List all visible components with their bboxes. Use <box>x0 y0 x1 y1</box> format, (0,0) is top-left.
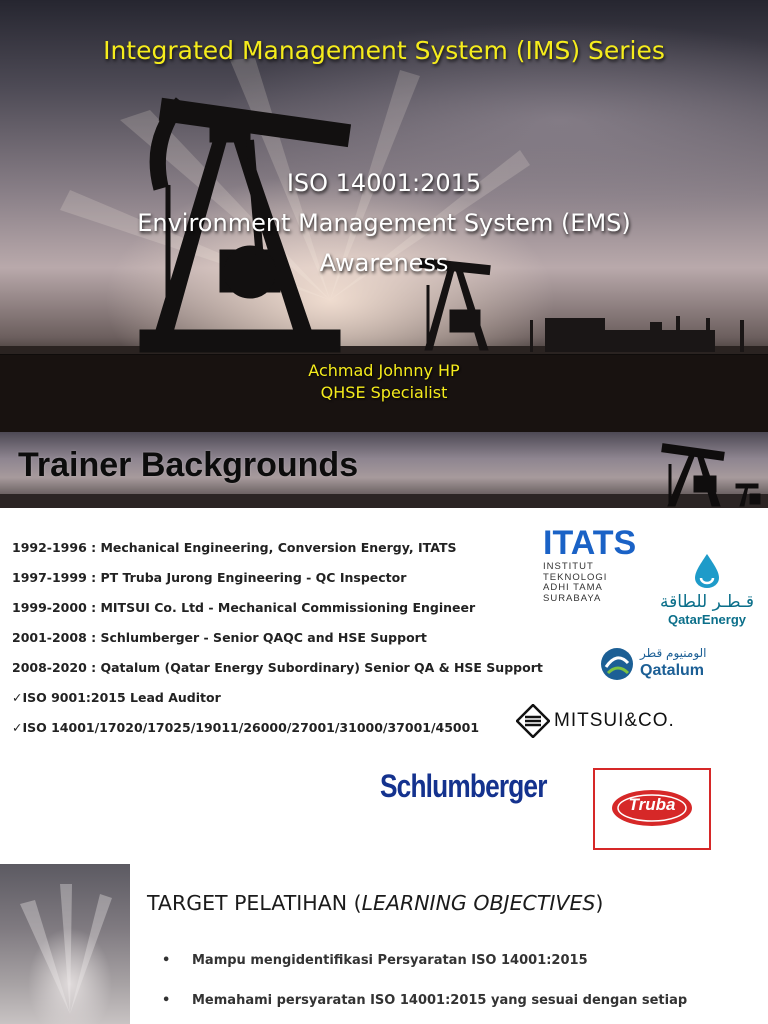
qatalum-text: Qatalum <box>640 662 705 679</box>
schlumberger-logo: Schlumberger <box>380 768 547 804</box>
mitsui-logo <box>516 704 676 740</box>
list-item: ✓ISO 9001:2015 Lead Auditor <box>12 690 221 705</box>
qatarenergy-logo <box>655 552 759 627</box>
side-photo <box>0 864 130 1024</box>
mitsui-text: MITSUI&CO. <box>554 710 675 731</box>
itats-logo <box>543 526 636 604</box>
qatalum-emblem-icon <box>600 647 634 681</box>
list-item <box>162 990 687 1024</box>
list-item: 2001-2008 : Schlumberger - Senior QAQC and HSE Support <box>12 630 427 645</box>
trainer-history-list <box>12 538 552 748</box>
slide-title <box>147 891 603 915</box>
series-title: Integrated Management System (IMS) Series <box>103 36 665 65</box>
water-drop-icon <box>655 552 759 588</box>
list-item: ✓ISO 14001/17020/17025/19011/26000/27001/31000/37001/45001 <box>12 720 480 735</box>
trainer-backgrounds-slide <box>0 432 768 864</box>
learning-objectives-slide <box>0 864 768 1024</box>
main-title-line-2: Environment Management System (EMS) <box>137 209 631 237</box>
title-slide <box>0 0 768 432</box>
itats-logo-subtitle <box>543 562 636 604</box>
list-item: 2008-2020 : Qatalum (Qatar Energy Subordinary) Senior QA & HSE Support <box>12 660 543 675</box>
main-title-line-1: ISO 14001:2015 <box>286 169 482 197</box>
title-plain: TARGET PELATIHAN ( <box>147 891 362 915</box>
title-close: ) <box>595 891 604 915</box>
itats-sub-line: TEKNOLOGI <box>543 571 608 583</box>
bullet-icon: • <box>162 993 171 1008</box>
title-italic: LEARNING OBJECTIVES <box>361 891 596 915</box>
objectives-list <box>162 950 687 1024</box>
author-block <box>0 360 768 404</box>
itats-sub-line: ADHI TAMA <box>543 582 603 593</box>
itats-sub-line: INSTITUT <box>543 561 594 572</box>
qatalum-logo <box>600 644 720 684</box>
itats-sub-line: SURABAYA <box>543 592 602 604</box>
bullet-icon: • <box>162 953 171 968</box>
author-role: QHSE Specialist <box>320 383 448 402</box>
qatalum-arabic-text: الومنيوم قطر <box>640 646 707 660</box>
slide-title: Trainer Backgrounds <box>18 446 359 484</box>
truba-text: Truba <box>628 795 676 814</box>
objective-text: Memahami persyaratan ISO 14001:2015 yang sesuai dengan setiap <box>192 993 688 1008</box>
qatarenergy-text: QatarEnergy <box>667 612 747 627</box>
truba-logo <box>593 768 711 850</box>
list-item: 1997-1999 : PT Truba Jurong Engineering - QC Inspector <box>12 570 407 585</box>
author-name: Achmad Johnny HP <box>308 361 460 380</box>
main-title-line-3: Awareness <box>319 249 449 277</box>
list-item: 1992-1996 : Mechanical Engineering, Conversion Energy, ITATS <box>12 540 457 555</box>
mitsui-diamond-icon <box>516 704 550 738</box>
qatarenergy-arabic-text: قـطـر للطاقة <box>660 592 754 612</box>
title-banner <box>0 432 768 508</box>
objective-text: Mampu mengidentifikasi Persyaratan ISO 14001:2015 <box>192 953 588 968</box>
sky-image <box>0 864 130 1024</box>
list-item: 1999-2000 : MITSUI Co. Ltd - Mechanical Commissioning Engineer <box>12 600 476 615</box>
itats-logo-text: ITATS <box>543 524 637 562</box>
list-item <box>162 950 687 990</box>
main-title <box>0 163 768 283</box>
